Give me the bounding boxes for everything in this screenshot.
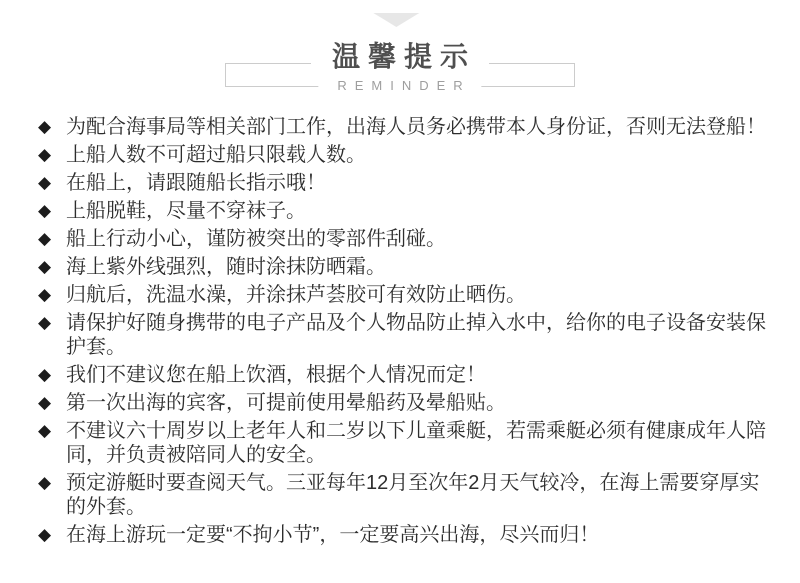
list-item <box>38 115 768 139</box>
diamond-bullet-icon: ◆ <box>38 145 52 164</box>
list-item <box>38 199 768 223</box>
diamond-bullet-icon: ◆ <box>38 365 52 384</box>
list-item <box>38 255 768 279</box>
list-item <box>38 363 768 387</box>
list-item <box>38 419 768 467</box>
list-item-text: 在船上，请跟随船长指示哦！ <box>66 172 326 194</box>
diamond-bullet-icon: ◆ <box>38 173 52 192</box>
list-item-text: 归航后，洗温水澡，并涂抹芦荟胶可有效防止晒伤。 <box>66 284 526 306</box>
list-item-text: 在海上游玩一定要“不拘小节”，一定要高兴出海，尽兴而归！ <box>66 524 600 546</box>
header-decoration-box <box>225 41 575 93</box>
page-subtitle: REMINDER <box>318 78 481 94</box>
list-item <box>38 143 768 167</box>
list-item-text: 为配合海事局等相关部门工作，出海人员务必携带本人身份证，否则无法登船！ <box>66 116 766 138</box>
page-title: 温馨提示 <box>311 41 489 72</box>
diamond-bullet-icon: ◆ <box>38 393 52 412</box>
list-item <box>38 391 768 415</box>
list-item <box>38 471 768 519</box>
reminder-list <box>38 115 768 551</box>
list-item-text: 上船脱鞋，尽量不穿袜子。 <box>66 200 306 222</box>
list-item-text: 船上行动小心，谨防被突出的零部件刮碰。 <box>66 228 446 250</box>
down-triangle-icon <box>373 13 419 27</box>
list-item-text: 我们不建议您在船上饮酒，根据个人情况而定！ <box>66 364 486 386</box>
list-item-text: 上船人数不可超过船只限载人数。 <box>66 144 366 166</box>
list-item <box>38 283 768 307</box>
diamond-bullet-icon: ◆ <box>38 117 52 136</box>
diamond-bullet-icon: ◆ <box>38 229 52 248</box>
list-item <box>38 311 768 359</box>
diamond-bullet-icon: ◆ <box>38 421 52 440</box>
diamond-bullet-icon: ◆ <box>38 285 52 304</box>
diamond-bullet-icon: ◆ <box>38 201 52 220</box>
diamond-bullet-icon: ◆ <box>38 525 52 544</box>
list-item <box>38 523 768 547</box>
diamond-bullet-icon: ◆ <box>38 257 52 276</box>
list-item-text: 不建议六十周岁以上老年人和二岁以下儿童乘艇，若需乘艇必须有健康成年人陪同，并负责被陪同人的安全。 <box>66 420 766 466</box>
list-item-text: 第一次出海的宾客，可提前使用晕船药及晕船贴。 <box>66 392 506 414</box>
list-item-text: 海上紫外线强烈，随时涂抹防晒霜。 <box>66 256 386 278</box>
diamond-bullet-icon: ◆ <box>38 473 52 492</box>
list-item-text: 预定游艇时要查阅天气。三亚每年12月至次年2月天气较冷，在海上需要穿厚实的外套。 <box>66 472 760 518</box>
list-item <box>38 171 768 195</box>
list-item <box>38 227 768 251</box>
diamond-bullet-icon: ◆ <box>38 313 52 332</box>
list-item-text: 请保护好随身携带的电子产品及个人物品防止掉入水中，给你的电子设备安装保护套。 <box>66 312 766 358</box>
